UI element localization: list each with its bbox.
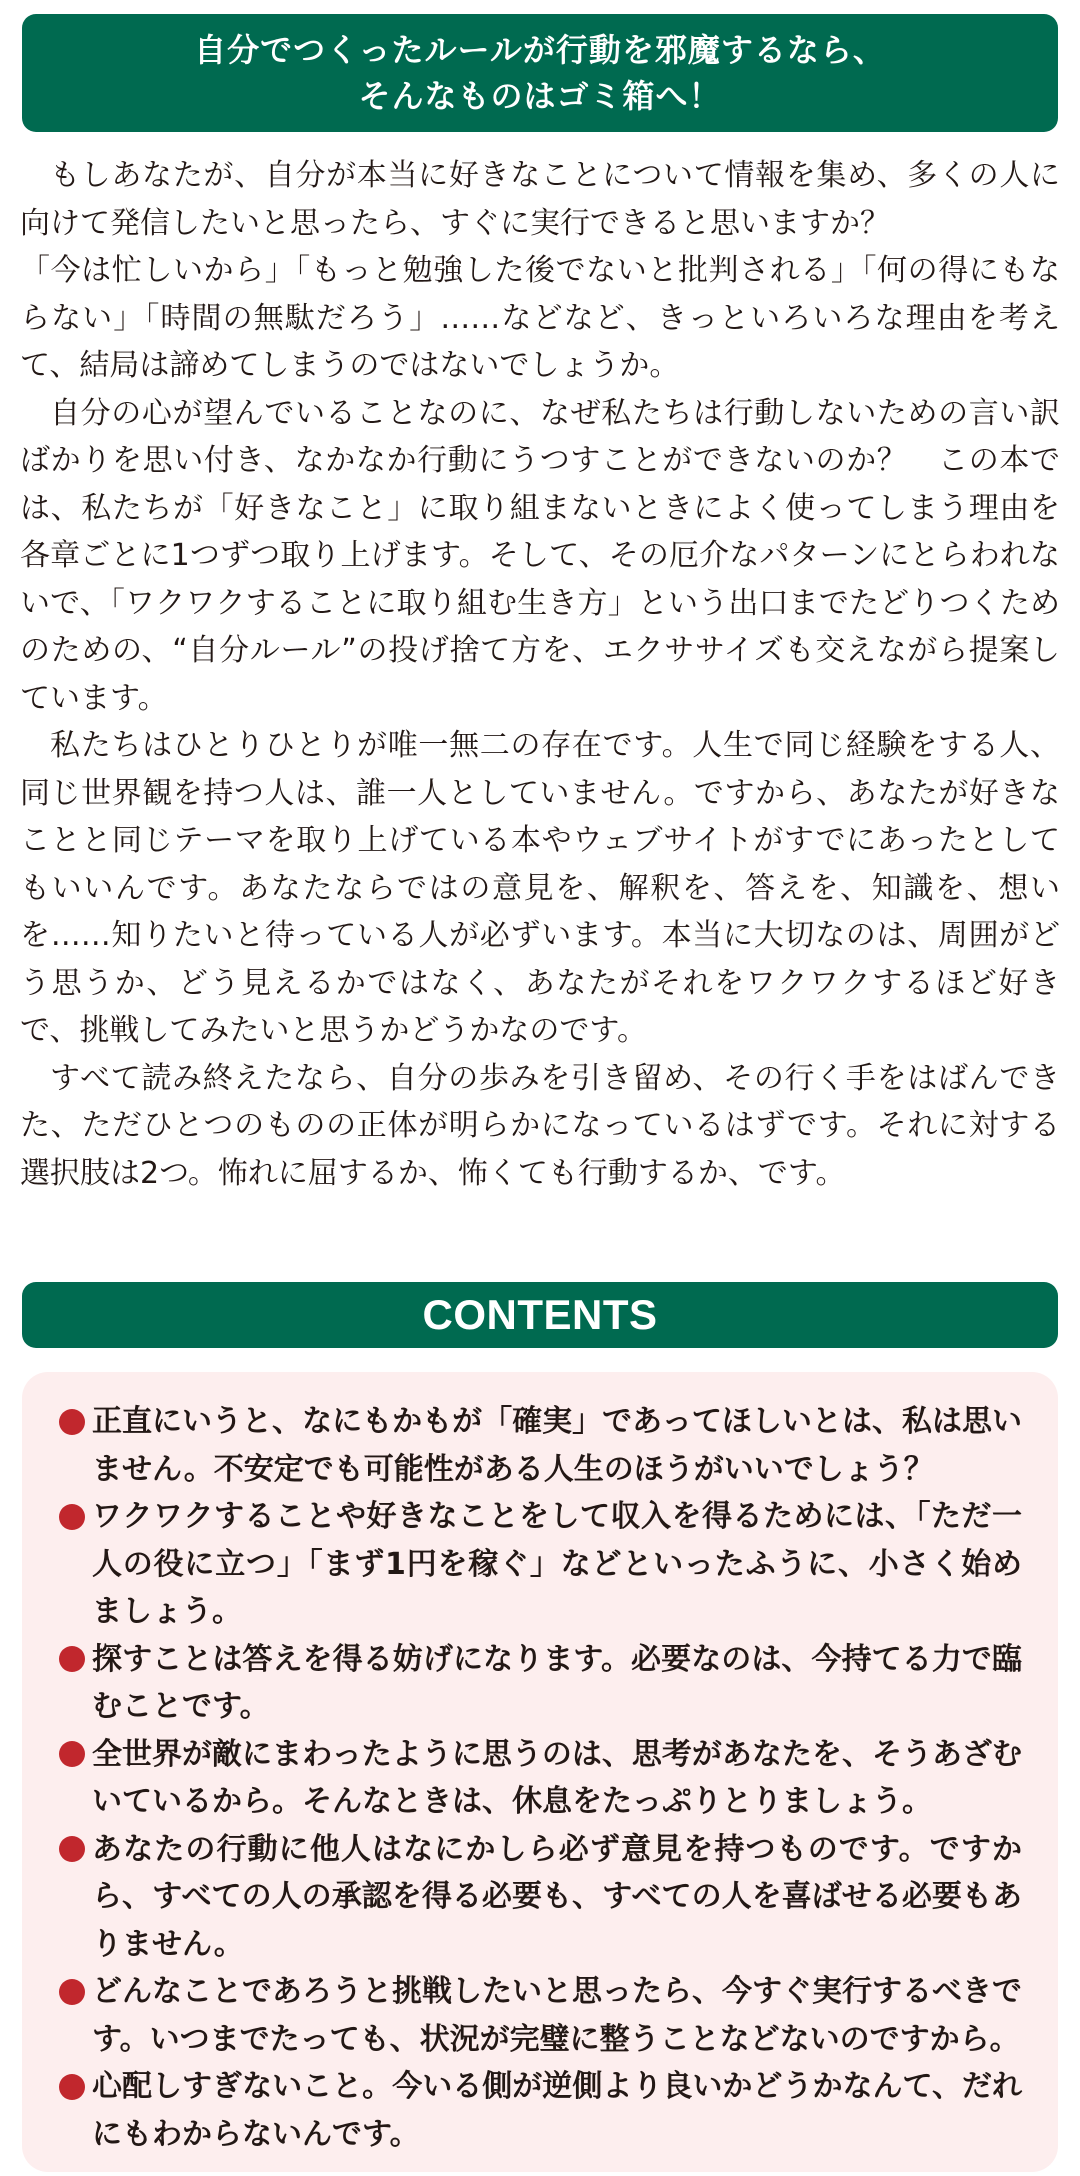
intro-paragraph: もしあなたが、自分が本当に好きなことについて情報を集め、多くの人に向けて発信したいと思ったら、すぐに実行できると思いますか？ bbox=[20, 158, 1060, 241]
list-item bbox=[54, 1968, 1022, 2063]
list-item-text: 全世界が敵にまわったように思うのは、思考があなたを、そうあざむいているから。そんなときは、休息をたっぷりとりましょう。 bbox=[92, 1736, 1022, 1819]
red-dot-bullet-icon bbox=[54, 1826, 90, 1873]
contents-heading-banner bbox=[22, 1282, 1058, 1348]
list-item-text: あなたの行動に他人はなにかしら必ず意見を持つものです。ですから、すべての人の承認を得る必要も、すべての人を喜ばせる必要もありません。 bbox=[92, 1831, 1022, 1962]
contents-list bbox=[54, 1398, 1022, 2158]
contents-heading: CONTENTS bbox=[422, 1291, 658, 1338]
contents-box bbox=[22, 1372, 1058, 2172]
list-item-text: 探すことは答えを得る妨げになります。必要なのは、今持てる力で臨むことです。 bbox=[92, 1641, 1022, 1724]
red-dot-bullet-icon bbox=[54, 1398, 90, 1445]
intro-paragraph: 自分の心が望んでいることなのに、なぜ私たちは行動しないための言い訳ばかりを思い付き、なかなか行動にうつすことができないのか？ この本では、私たちが「好きなこと」に取り組まないときによく使ってしまう理由を各章ごとに1つずつ取り上げます。そして、その厄介なパターンにとらわれないで、「ワクワクすることに取り組む生き方」という出口までたどりつくためのための、“自分ルール”の投げ捨て方を、エクササイズも交えながら提案しています。 bbox=[20, 395, 1060, 716]
list-item-text: どんなことであろうと挑戦したいと思ったら、今すぐ実行するべきです。いつまでたっても、状況が完璧に整うことなどないのですから。 bbox=[92, 1974, 1022, 2057]
list-item-text: 正直にいうと、なにもかもが「確実」であってほしいとは、私は思いません。不安定でも可能性がある人生のほうがいいでしょう？ bbox=[92, 1404, 1022, 1487]
list-item-text: 心配しすぎないこと。今いる側が逆側より良いかどうかなんて、だれにもわからないんです。 bbox=[92, 2069, 1022, 2152]
red-dot-bullet-icon bbox=[54, 1493, 90, 1540]
red-dot-bullet-icon bbox=[54, 1968, 90, 2015]
intro-text bbox=[20, 152, 1060, 1197]
list-item bbox=[54, 1493, 1022, 1636]
list-item bbox=[54, 1826, 1022, 1969]
page-title-line-2: そんなものはゴミ箱へ！ bbox=[358, 77, 722, 115]
list-item bbox=[54, 2063, 1022, 2158]
list-item bbox=[54, 1636, 1022, 1731]
red-dot-bullet-icon bbox=[54, 1636, 90, 1683]
list-item bbox=[54, 1398, 1022, 1493]
list-item-text: ワクワクすることや好きなことをして収入を得るためには、「ただ一人の役に立つ」「まず1円を稼ぐ」などといったふうに、小さく始めましょう。 bbox=[92, 1499, 1022, 1629]
red-dot-bullet-icon bbox=[54, 1731, 90, 1778]
list-item bbox=[54, 1731, 1022, 1826]
page-title-banner bbox=[22, 14, 1058, 132]
intro-paragraph: 私たちはひとりひとりが唯一無二の存在です。人生で同じ経験をする人、同じ世界観を持つ人は、誰一人としていません。ですから、あなたが好きなことと同じテーマを取り上げている本やウェブサイトがすでにあったとしてもいいんです。あなたならではの意見を、解釈を、答えを、知識を、想いを……知りたいと待っている人が必ずいます。本当に大切なのは、周囲がどう思うか、どう見えるかではなく、あなたがそれをワクワクするほど好きで、挑戦してみたいと思うかどうかなのです。 bbox=[20, 728, 1060, 1048]
page-title-line-1: 自分でつくったルールが行動を邪魔するなら、 bbox=[194, 31, 886, 69]
intro-paragraph: 「今は忙しいから」「もっと勉強した後でないと批判される」「何の得にもならない」「時間の無駄だろう」……などなど、きっといろいろな理由を考えて、結局は諦めてしまうのではないでしょうか。 bbox=[20, 253, 1060, 383]
intro-paragraph: すべて読み終えたなら、自分の歩みを引き留め、その行く手をはばんできた、ただひとつのものの正体が明らかになっているはずです。それに対する選択肢は2つ。怖れに屈するか、怖くても行動するか、です。 bbox=[20, 1060, 1060, 1191]
red-dot-bullet-icon bbox=[54, 2063, 90, 2110]
